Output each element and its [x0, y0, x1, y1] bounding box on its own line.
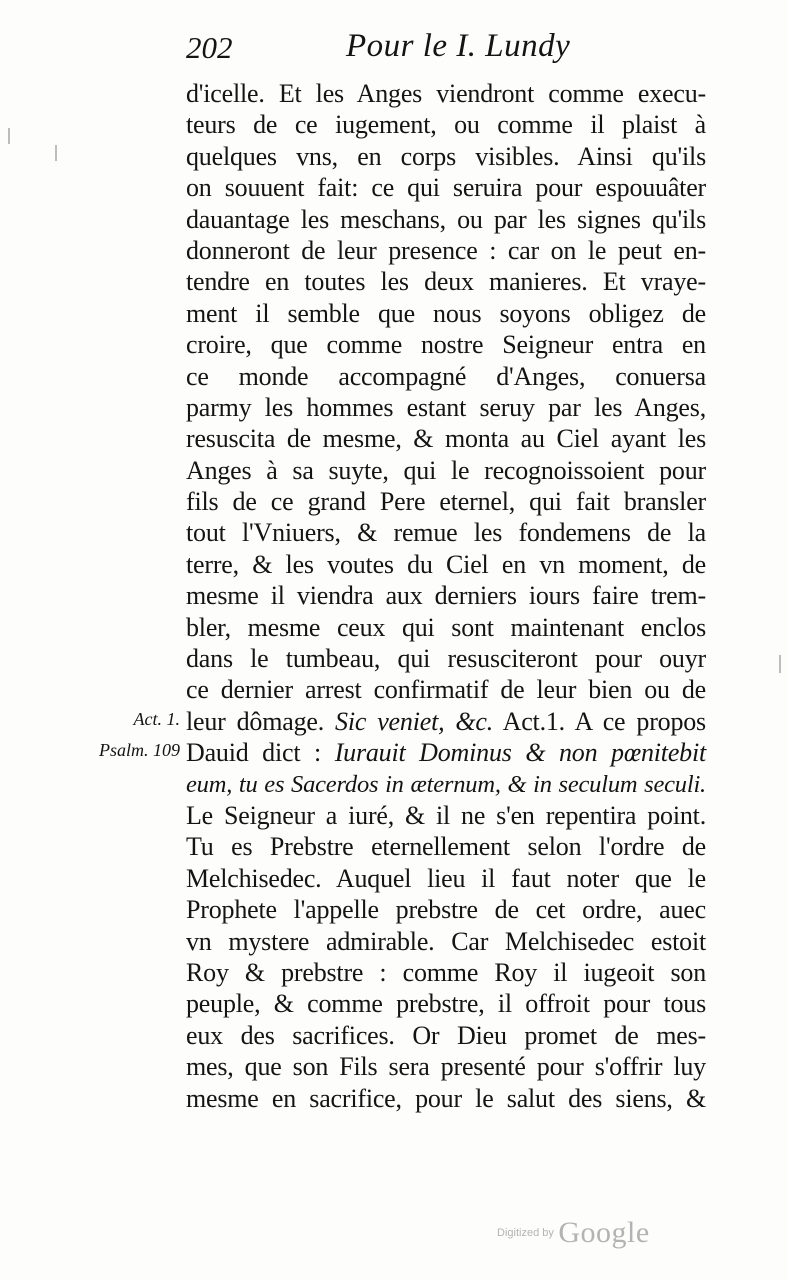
line-text: donneront de leur presence : car on le peut en- — [186, 235, 706, 265]
google-logo: Google — [558, 1216, 650, 1249]
page-number: 202 — [186, 30, 233, 65]
line-text: Prophete l'appelle prebstre de cet ordre, auec — [186, 895, 706, 925]
text-line — [186, 172, 706, 203]
line-text: Roy & prebstre : comme Roy il iugeoit son — [186, 957, 706, 987]
running-title: Pour le I. Lundy — [346, 28, 571, 64]
text-line — [186, 1083, 706, 1114]
line-text: mes, que son Fils sera presenté pour s'offrir luy — [186, 1052, 706, 1082]
text-line — [186, 204, 706, 235]
text-line — [186, 392, 706, 423]
line-italic: Sic veniet, &c. — [335, 706, 494, 736]
line-text: teurs de ce iugement, ou comme il plaist à — [186, 110, 706, 140]
text-line — [186, 863, 706, 894]
line-text: mesme en sacrifice, pour le salut des siens, & — [186, 1083, 706, 1113]
margin-note: Act. 1. — [133, 709, 180, 729]
line-text: Melchisedec. Auquel lieu il faut noter que le — [186, 863, 706, 893]
line-text: dans le tumbeau, qui resusciteront pour ouyr — [186, 644, 706, 674]
line-text: ce monde accompagné d'Anges, conuersa — [186, 361, 706, 391]
text-line — [186, 549, 706, 580]
text-line — [186, 486, 706, 517]
text-line — [186, 737, 706, 768]
text-line — [186, 988, 706, 1019]
text-line — [186, 831, 706, 862]
text-line — [186, 580, 706, 611]
line-text: eux des sacrifices. Or Dieu promet de mes- — [186, 1020, 706, 1050]
line-text: dauantage les meschans, ou par les signes qu'ils — [186, 204, 706, 234]
scan-mark — [55, 145, 57, 161]
line-text: ment il semble que nous soyons obligez de — [186, 298, 706, 328]
line-text: quelques vns, en corps visibles. Ainsi qu'ils — [186, 141, 706, 171]
line-italic: Iurauit Dominus & non pœnitebit — [334, 738, 707, 768]
line-text: parmy les hommes estant seruy par les Anges, — [186, 392, 706, 422]
scan-mark — [779, 655, 781, 673]
line-text: bler, mesme ceux qui sont maintenant enclos — [186, 612, 706, 642]
line-text: on souuent fait: ce qui seruira pour espouuâter — [186, 173, 706, 203]
text-line — [186, 298, 706, 329]
text-line — [186, 612, 706, 643]
text-line — [186, 800, 706, 831]
text-line — [186, 455, 706, 486]
line-text: leur dômage. — [186, 706, 336, 736]
text-line — [186, 423, 706, 454]
text-line — [186, 235, 706, 266]
line-text: peuple, & comme prebstre, il offroit pour tous — [186, 989, 706, 1019]
line-text: mesme il viendra aux derniers iours faire trem- — [186, 581, 706, 611]
body-text — [186, 78, 706, 1114]
text-line — [186, 769, 706, 800]
line-text: d'icelle. Et les Anges viendront comme execu- — [186, 79, 706, 108]
line-text: Dauid dict : — [186, 738, 335, 768]
line-text: tout l'Vniuers, & remue les fondemens de la — [186, 518, 706, 548]
text-line — [186, 109, 706, 140]
line-text: fils de ce grand Pere eternel, qui fait bransler — [186, 487, 706, 517]
text-line — [186, 957, 706, 988]
text-line — [186, 674, 706, 705]
text-line — [186, 643, 706, 674]
text-line — [186, 1020, 706, 1051]
line-italic: eum, tu es Sacerdos in æternum, & in seculum seculi. — [186, 770, 706, 798]
text-line — [186, 926, 706, 957]
google-watermark — [497, 1216, 650, 1250]
text-line — [186, 361, 706, 392]
text-line — [186, 1051, 706, 1082]
text-line — [186, 329, 706, 360]
text-line — [186, 266, 706, 297]
watermark-prefix: Digitized by — [497, 1227, 554, 1239]
text-line — [186, 78, 706, 109]
text-line — [186, 517, 706, 548]
text-line — [186, 894, 706, 925]
margin-note: Psalm. 109 — [99, 740, 180, 761]
line-text: Anges à sa suyte, qui le recognoissoient pour — [186, 455, 706, 485]
text-line — [186, 141, 706, 172]
line-text: ce dernier arrest confirmatif de leur bien ou de — [186, 675, 706, 705]
page-header — [186, 22, 706, 72]
margin-notes — [50, 704, 180, 767]
line-text: Tu es Prebstre eternellement selon l'ordre de — [186, 832, 706, 862]
line-text: Le Seigneur a iuré, & il ne s'en repentira point. — [186, 800, 706, 830]
line-text: tendre en toutes les deux manieres. Et vraye- — [186, 267, 706, 297]
line-text: terre, & les voutes du Ciel en vn moment, de — [186, 549, 706, 579]
line-text: vn mystere admirable. Car Melchisedec estoit — [186, 926, 706, 956]
scan-mark — [8, 128, 10, 144]
text-line — [186, 706, 706, 737]
line-after: Act.1. A ce propos — [493, 706, 706, 736]
line-text: resuscita de mesme, & monta au Ciel ayant les — [186, 424, 706, 454]
line-text: croire, que comme nostre Seigneur entra en — [186, 330, 706, 360]
